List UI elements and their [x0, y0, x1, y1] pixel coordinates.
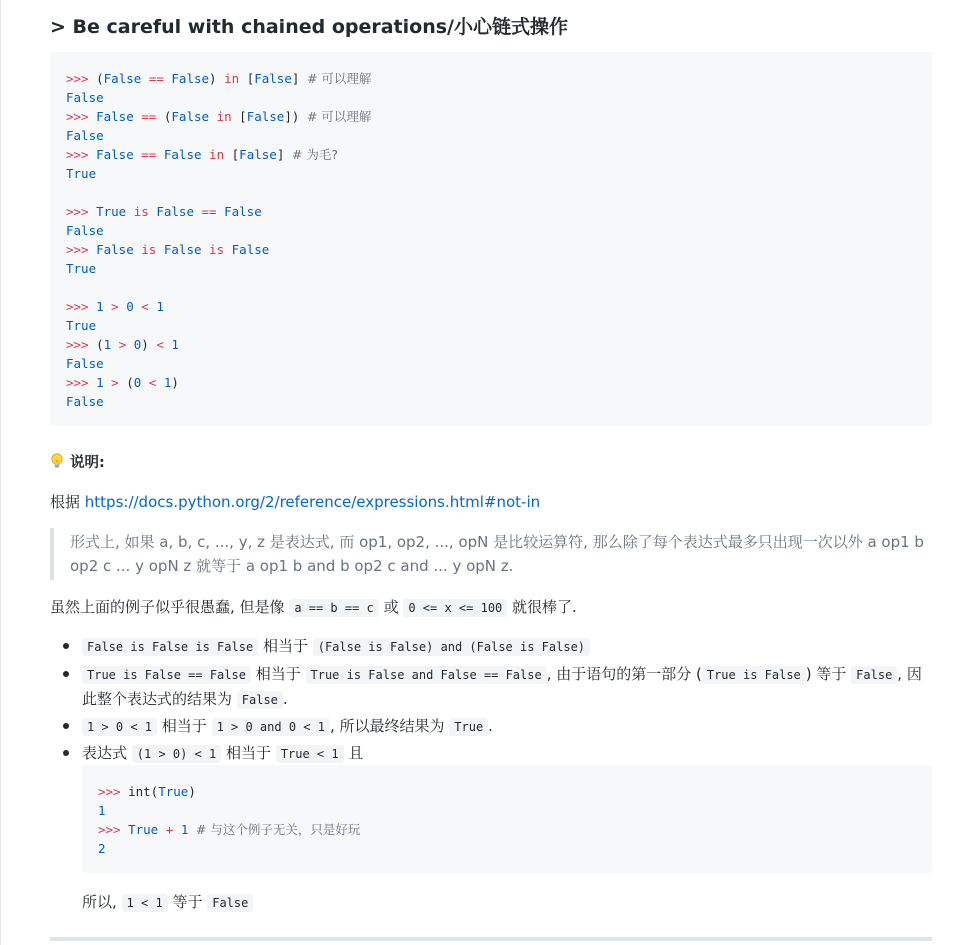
code-token: False [66, 128, 104, 143]
code-token: # 可以理解 [306, 109, 372, 124]
inline-code: 1 > 0 and 0 < 1 [212, 718, 330, 736]
code-token: >>> [98, 784, 129, 799]
code-block-chained-ops [50, 52, 932, 426]
code-token: [ [231, 109, 247, 124]
reference-line [50, 491, 540, 512]
code-token: False [254, 71, 292, 86]
inline-code: True is False [702, 666, 806, 684]
list-text: , 因此整个表达式的结果为 [82, 665, 922, 708]
code-token: ( [156, 109, 172, 124]
para-text-3: 就很棒了. [507, 598, 577, 616]
para-text-2: 或 [378, 598, 404, 616]
inline-code: True < 1 [276, 745, 344, 763]
inline-code: 1 < 1 [122, 894, 168, 912]
code-token: False [66, 90, 104, 105]
code-token: 1 [180, 822, 189, 837]
code-token: False [163, 242, 202, 257]
code-token: False [66, 356, 104, 371]
summary-paragraph [50, 595, 577, 620]
code-token: True [96, 204, 127, 219]
code-token [217, 204, 225, 219]
code-token: ] [291, 71, 307, 86]
section-heading [50, 12, 568, 39]
list-text: ) 等于 [805, 665, 852, 683]
code-token: >>> [66, 337, 97, 352]
code-token: 1 [171, 337, 179, 352]
code-token: False [96, 147, 134, 162]
code-token: 2 [98, 841, 106, 856]
code-token: 1 [98, 803, 106, 818]
code-token: # 可以理解 [306, 71, 372, 86]
code-token: False [171, 71, 210, 86]
code-token: ] [276, 147, 292, 162]
code-token: == [148, 71, 164, 86]
code-token: ) [209, 71, 225, 86]
list-text: 且 [343, 744, 364, 762]
inline-code: (False is False) and (False is False) [313, 638, 590, 656]
code-token [158, 822, 166, 837]
list-text: 相当于 [250, 665, 306, 683]
code-token: 1 [163, 375, 172, 390]
inline-code: True is False and False == False [306, 666, 547, 684]
list-text: , 由于语句的第一部分 ( [546, 665, 702, 683]
list-text: . [282, 690, 288, 708]
code-token: # 为毛? [291, 147, 338, 162]
inline-code: (1 > 0) < 1 [132, 745, 221, 763]
list-text: , 所以最终结果为 [329, 717, 450, 735]
code-token: < [148, 375, 157, 390]
conclusion-line [82, 890, 253, 915]
code-token: >>> [66, 299, 97, 314]
list-text: 相当于 [258, 637, 313, 655]
code-token: >>> [66, 204, 97, 219]
python-docs-link[interactable]: https://docs.python.org/2/reference/expressions.html#not-in [84, 493, 541, 511]
code-token [224, 242, 232, 257]
code-token: ) [141, 337, 157, 352]
code-token: True [66, 261, 97, 276]
code-token: ) [188, 784, 196, 799]
code-token: False [224, 204, 262, 219]
code-token: True [66, 318, 97, 333]
code-token: >>> [98, 822, 129, 837]
lightbulb-icon [50, 453, 64, 469]
list-item [50, 634, 590, 659]
list-item [50, 741, 363, 766]
inline-code: 1 > 0 < 1 [82, 718, 157, 736]
code-token: False [163, 147, 202, 162]
code-token: + [165, 822, 174, 837]
code-token: True [158, 784, 189, 799]
code-token: >>> [66, 242, 97, 257]
code-token: is [133, 204, 149, 219]
code-token: ) [171, 375, 179, 390]
code-block-int-true [82, 765, 932, 873]
code-token [156, 242, 164, 257]
code-token: == [141, 109, 157, 124]
inline-code: a == b == c [289, 599, 378, 617]
code-token: > [111, 375, 119, 390]
code-token: False [231, 242, 270, 257]
explanation-label [50, 451, 105, 472]
conclusion-text: 等于 [167, 893, 208, 911]
docs-quote: 形式上, 如果 a, b, c, ..., y, z 是表达式, 而 op1, op2, ..., opN 是比较运算符, 那么除了每个表达式最多只出现一次以外 a op1 b op2 c ... y opN z 就等于 a op1 b and b op2 c and ... y opN z. [50, 528, 932, 580]
inline-code: 0 <= x <= 100 [403, 599, 507, 617]
code-token: > [111, 299, 119, 314]
code-token: in [216, 109, 232, 124]
code-token [156, 147, 164, 162]
code-token: is [141, 242, 157, 257]
code-token: False [103, 71, 142, 86]
para-text-1: 虽然上面的例子似乎很愚蠢, 但是像 [50, 598, 290, 616]
list-text: 相当于 [157, 717, 212, 735]
code-token: >>> [66, 71, 97, 86]
code-token [141, 375, 149, 390]
code-token [209, 109, 217, 124]
code-token: False [156, 204, 194, 219]
code-token: [ [239, 71, 255, 86]
code-token: False [171, 109, 210, 124]
code-token: True [128, 822, 159, 837]
code-token: 1 [103, 337, 112, 352]
code-token: 0 [133, 337, 142, 352]
inline-code: False [851, 666, 897, 684]
code-token: False [96, 109, 134, 124]
inline-code: False is False is False [82, 638, 258, 656]
code-token [156, 375, 164, 390]
code-token: < [141, 299, 149, 314]
code-token: False [96, 242, 134, 257]
inline-code: False [237, 691, 283, 709]
code-token: >>> [66, 109, 97, 124]
inline-code: True [449, 718, 488, 736]
code-token [141, 71, 149, 86]
code-token: == [141, 147, 157, 162]
code-token: in [224, 71, 240, 86]
code-token: >>> [66, 147, 97, 162]
code-token: ( [96, 71, 104, 86]
list-text: . [488, 717, 493, 735]
code-token: int( [128, 784, 159, 799]
list-text: 表达式 [82, 744, 132, 762]
code-token: 1 [96, 375, 104, 390]
code-token [126, 337, 134, 352]
conclusion-text: 所以, [82, 893, 122, 911]
explanation-text: 说明: [70, 455, 105, 471]
heading-cn: 小心链式操作 [453, 16, 568, 38]
code-token: in [209, 147, 225, 162]
code-token [126, 204, 134, 219]
code-token: ]) [284, 109, 307, 124]
code-token: True [66, 166, 97, 181]
list-item [50, 714, 493, 739]
list-item [50, 662, 932, 712]
divider [50, 937, 932, 941]
code-token [202, 242, 210, 257]
code-token: False [239, 147, 277, 162]
code-token: False [246, 109, 285, 124]
inline-code: False [207, 894, 253, 912]
code-token: ( [96, 337, 104, 352]
code-token: 0 [126, 299, 134, 314]
code-token: # 与这个例子无关，只是好玩 [195, 822, 361, 837]
code-token: 1 [156, 299, 164, 314]
code-token: == [201, 204, 217, 219]
code-token [202, 147, 210, 162]
code-token: False [66, 394, 104, 409]
code-token [173, 822, 181, 837]
list-text: 相当于 [221, 744, 276, 762]
code-token: is [209, 242, 225, 257]
code-token [194, 204, 202, 219]
code-token [111, 337, 119, 352]
heading-prefix: > Be careful with chained operations/ [50, 16, 454, 38]
code-token: 1 [96, 299, 104, 314]
code-token: < [156, 337, 164, 352]
code-token: 0 [133, 375, 142, 390]
inline-code: True is False == False [82, 666, 251, 684]
code-token [188, 822, 196, 837]
code-token: False [66, 223, 104, 238]
code-token: > [118, 337, 127, 352]
code-token: >>> [66, 375, 97, 390]
code-token: [ [224, 147, 240, 162]
reference-prefix: 根据 [50, 493, 85, 511]
code-token: ( [118, 375, 134, 390]
